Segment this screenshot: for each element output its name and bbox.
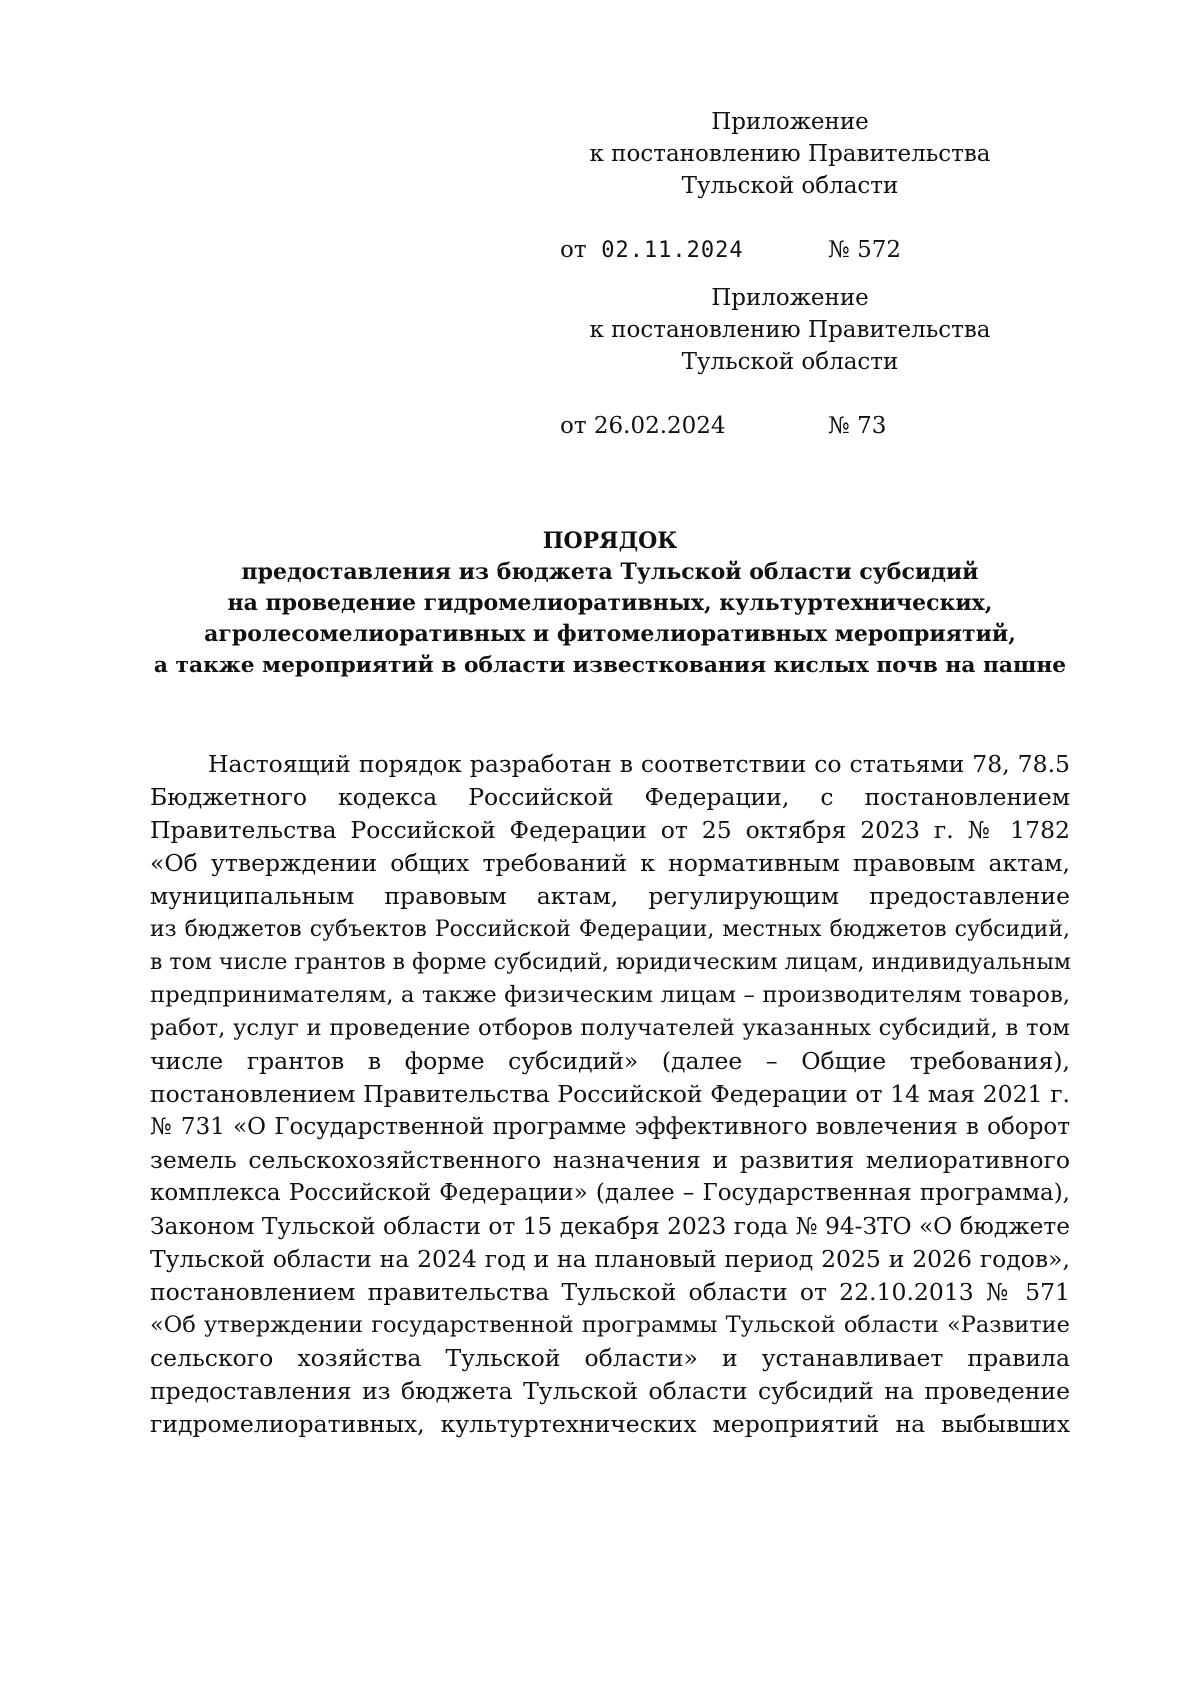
- body-line: в том числе грантов в форме субсидий, юридическим лицам, индивидуальным: [150, 950, 1071, 975]
- approval-number: № 73: [828, 413, 887, 439]
- body-line: Правительства Российской Федерации от 25 октября 2023 г. № 1782: [150, 816, 1070, 844]
- body-line: работ, услуг и проведение отборов получателей указанных субсидий, в том: [150, 1015, 1070, 1041]
- body-line: гидромелиоративных, культуртехнических мероприятий на выбывших: [150, 1410, 1070, 1438]
- body-line: постановлением Правительства Российской Федерации от 14 мая 2021 г.: [150, 1080, 1070, 1108]
- title-subtitle-line: а также мероприятий в области известкования кислых почв на пашне: [153, 653, 1067, 678]
- date-value: 02.11.2024: [601, 238, 744, 263]
- approval-date: [560, 234, 744, 267]
- approval-line: к постановлению Правительства: [589, 141, 991, 167]
- body-line: Законом Тульской области от 15 декабря 2023 года № 94-ЗТО «О бюджете: [150, 1213, 1070, 1240]
- body-line: «Об утверждении общих требований к нормативным правовым актам,: [150, 849, 1070, 877]
- body-line: сельского хозяйства Тульской области» и устанавливает правила: [150, 1344, 1070, 1372]
- body-line: постановлением правительства Тульской области от 22.10.2013 № 571: [150, 1278, 1070, 1306]
- body-line: из бюджетов субъектов Российской Федерации, местных бюджетов субсидий,: [150, 917, 1070, 942]
- title-subtitle-line: предоставления из бюджета Тульской области субсидий: [241, 559, 979, 585]
- date-prefix: от: [560, 237, 587, 263]
- approval-line: Приложение: [711, 109, 869, 135]
- body-line: Настоящий порядок разработан в соответствии со статьями 78, 78.5: [208, 750, 1070, 778]
- approval-date: от 26.02.2024: [560, 413, 726, 439]
- body-line: земель сельскохозяйственного назначения и развития мелиоративного: [150, 1146, 1070, 1174]
- body-line: муниципальным правовым актам, регулирующим предоставление: [150, 882, 1070, 910]
- title-heading: ПОРЯДОК: [542, 528, 678, 554]
- title-subtitle-line: агролесомелиоративных и фитомелиоративных мероприятий,: [204, 621, 1016, 647]
- approval-line: Приложение: [711, 285, 869, 311]
- approval-block-current: [560, 106, 1020, 266]
- body-line: Бюджетного кодекса Российской Федерации, с постановлением: [150, 783, 1070, 811]
- body-line: числе грантов в форме субсидий» (далее – Общие требования),: [150, 1047, 1070, 1075]
- body-line: комплекса Российской Федерации» (далее – Государственная программа),: [150, 1180, 1070, 1206]
- approval-line: к постановлению Правительства: [589, 317, 991, 343]
- approval-block-original: [560, 282, 1020, 442]
- approval-date-line: [560, 410, 1020, 442]
- body-paragraph: [150, 748, 1070, 1441]
- body-line: «Об утверждении государственной программы Тульской области «Развитие: [150, 1312, 1070, 1338]
- approval-line: Тульской области: [681, 173, 899, 199]
- document-title: [150, 526, 1070, 681]
- body-line: предпринимателям, а также физическим лицам – производителям товаров,: [150, 982, 1070, 1008]
- approval-date-line: [560, 234, 1020, 266]
- body-line: № 731 «О Государственной программе эффективного вовлечения в оборот: [150, 1114, 1070, 1140]
- title-subtitle-line: на проведение гидромелиоративных, культуртехнических,: [227, 590, 993, 616]
- body-line: предоставления из бюджета Тульской области субсидий на проведение: [150, 1377, 1070, 1405]
- body-line: Тульской области на 2024 год и на плановый период 2025 и 2026 годов»,: [150, 1245, 1070, 1273]
- approval-number: № 572: [828, 237, 901, 263]
- approval-line: Тульской области: [681, 349, 899, 375]
